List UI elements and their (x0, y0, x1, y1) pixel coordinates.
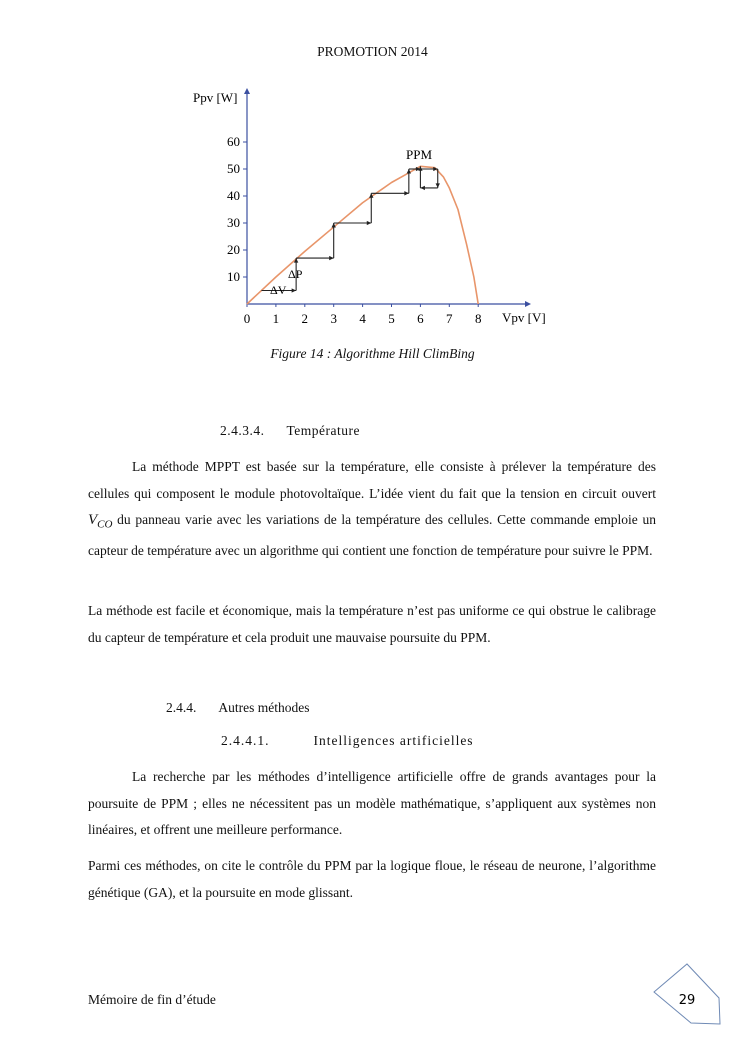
figure-chart (180, 80, 560, 330)
section-heading-temperature (220, 423, 360, 439)
section-heading-autres: 2.4.4. Autres méthodes (166, 700, 310, 715)
y-tick-label: 10 (227, 269, 240, 284)
x-tick-label: 6 (417, 311, 424, 326)
y-axis-label: Ppv [W] (193, 90, 238, 105)
arrow-head (404, 191, 409, 195)
section-title: Température (286, 423, 361, 438)
paragraph: Parmi ces méthodes, on cite le contrôle du PPM par la logique floue, le réseau de neurone, l’algorithme génétique (GA), et la poursuite en mode glissant. (88, 858, 656, 900)
paragraph: La méthode est facile et économique, mais la température n’est pas uniforme ce qui obstrue le calibrage du capteur de température et cela produit une mauvaise poursuite du PPM. (88, 603, 656, 645)
paragraph: La recherche par les méthodes d’intelligence artificielle offre de grands avantages pour la poursuite de PPM ; elles ne nécessitent pas un modèle mathématique, s’appliquent aux systèmes non linéaires, et offrent une meilleure performance. (88, 769, 656, 837)
y-tick-label: 50 (227, 161, 240, 176)
page-header: PROMOTION 2014 (317, 44, 428, 59)
section-heading-ia: 2.4.4.1. Intelligences artificielles (221, 733, 474, 748)
y-tick-label: 30 (227, 215, 240, 230)
arrow-head (367, 221, 372, 225)
ppm-annotation: PPM (406, 147, 433, 162)
figure-caption: Figure 14 : Algorithme Hill ClimBing (270, 346, 475, 361)
paragraph: La méthode MPPT est basée sur la température, elle consiste à prélever la température des cellules qui composent le module photovoltaïque. L’idée vient du fait que la tension en circuit ouvert $V_{CO}$ du panneau varie avec les variations de la température des cellules. Cette commande emploie un capteur de température avec un algorithme qui contient une fonction de température pour suivre le PPM. (88, 459, 656, 559)
arrow-head (436, 183, 440, 188)
section-number: 2.4.3.4. (220, 423, 265, 438)
x-axis-arrow (525, 301, 531, 307)
y-tick-label: 60 (227, 134, 240, 149)
page-number: 29 (678, 993, 696, 1008)
page-number-badge (653, 962, 723, 1028)
delta-p-annotation: ΔP (288, 267, 303, 281)
y-tick-label: 40 (227, 188, 240, 203)
x-tick-label: 4 (359, 311, 366, 326)
delta-v-annotation: ΔV (270, 283, 287, 297)
page-footer: Mémoire de fin d’étude (88, 992, 216, 1007)
arrow-head (420, 186, 425, 190)
x-tick-label: 3 (330, 311, 337, 326)
x-tick-label: 0 (243, 311, 251, 326)
y-tick-label: 20 (227, 242, 240, 257)
x-tick-label: 8 (474, 311, 482, 326)
arrow-head (329, 256, 334, 260)
x-tick-label: 1 (272, 311, 280, 326)
x-axis-label: Vpv [V] (502, 310, 546, 325)
y-axis-arrow (244, 88, 250, 94)
x-tick-label: 7 (446, 311, 453, 326)
x-tick-label: 2 (301, 311, 309, 326)
arrow-head (292, 288, 297, 292)
x-tick-label: 5 (388, 311, 395, 326)
